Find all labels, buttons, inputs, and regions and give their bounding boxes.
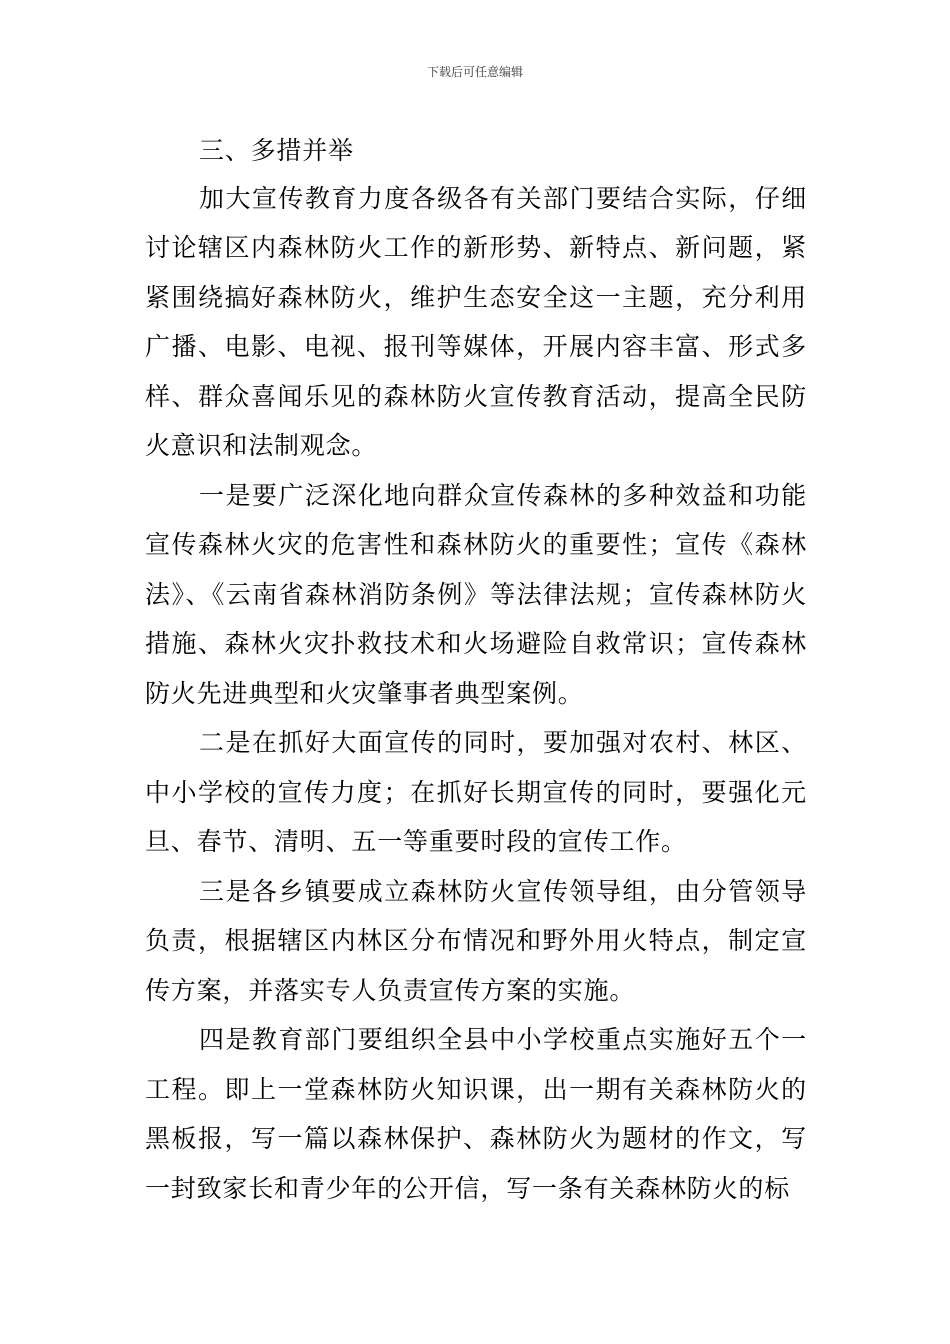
section-heading: 三、多措并举 (199, 136, 354, 165)
paragraph-point-four: 四是教育部门要组织全县中小学校重点实施好五个一工程。即上一堂森林防火知识课，出一期有关森林防火的黑板报，写一篇以森林保护、森林防火为题材的作文，写一封致家长和青少年的公开信，写一条有关森林防火的标 (145, 1025, 807, 1203)
page-header-note: 下载后可任意编辑 (426, 65, 523, 79)
paragraph-point-three: 三是各乡镇要成立森林防火宣传领导组，由分管领导负责，根据辖区内林区分布情况和野外用火特点，制定宣传方案，并落实专人负责宣传方案的实施。 (145, 876, 807, 1005)
paragraph-point-one: 一是要广泛深化地向群众宣传森林的多种效益和功能宣传森林火灾的危害性和森林防火的重要性；宣传《森林法》、《云南省森林消防条例》等法律法规；宣传森林防火措施、森林火灾扑救技术和火场避险自救常识；宣传森林防火先进典型和火灾肇事者典型案例。 (145, 480, 807, 708)
document-body (145, 126, 807, 1213)
paragraph-publicity: 加大宣传教育力度各级各有关部门要结合实际，仔细讨论辖区内森林防火工作的新形势、新特点、新问题，紧紧围绕搞好森林防火，维护生态安全这一主题，充分利用广播、电影、电视、报刊等媒体，开展内容丰富、形式多样、群众喜闻乐见的森林防火宣传教育活动，提高全民防火意识和法制观念。 (145, 183, 807, 460)
paragraph-point-two: 二是在抓好大面宣传的同时，要加强对农村、林区、中小学校的宣传力度；在抓好长期宣传的同时，要强化元旦、春节、清明、五一等重要时段的宣传工作。 (145, 728, 807, 856)
